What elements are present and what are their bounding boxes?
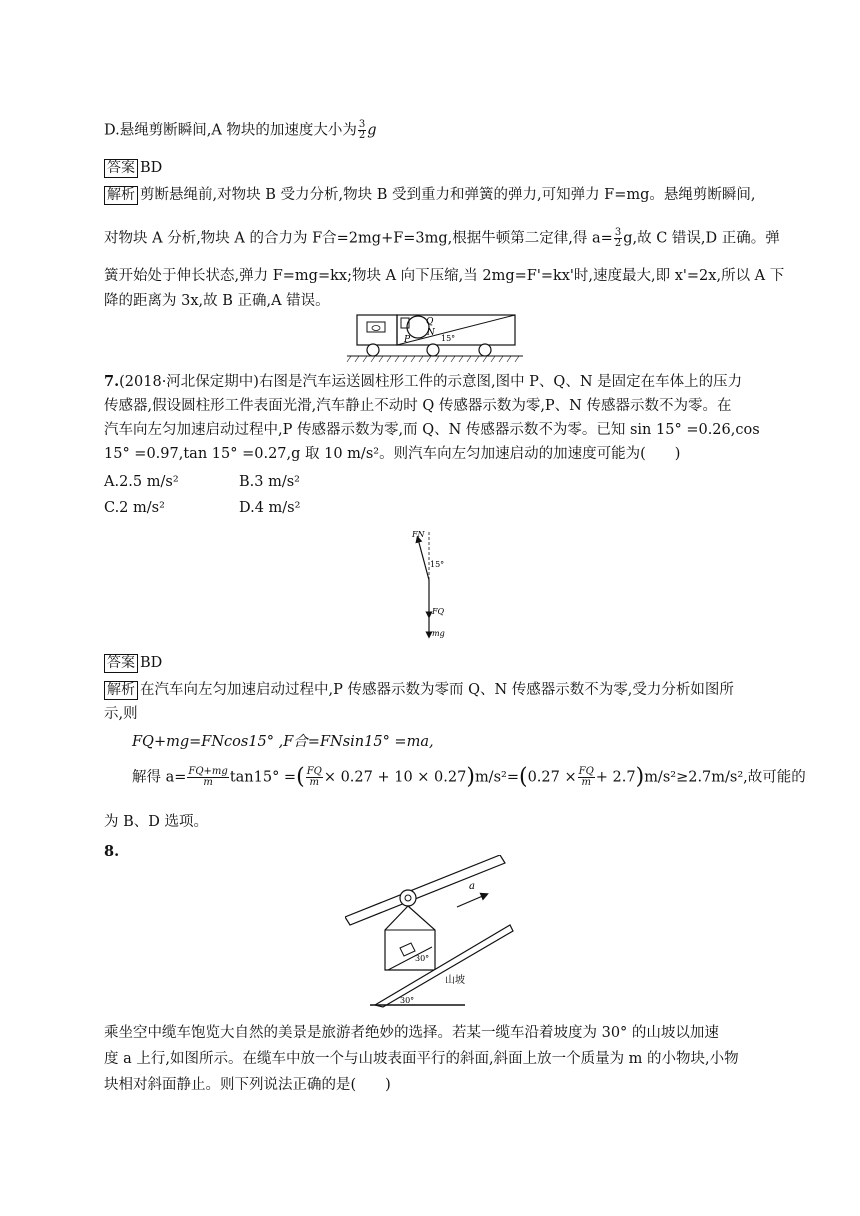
q6-analysis-line2-start: 对物块 A 分析,物块 A 的合力为 F合=2mg+F=3mg,根据牛顿第二定律,得 a=	[104, 230, 613, 247]
q7-option-d: D.4 m/s²	[239, 500, 301, 516]
fraction-denominator: m	[203, 777, 213, 788]
eq2-plus: + 2.7	[595, 769, 636, 786]
label-q: Q	[426, 317, 434, 327]
q8-number: 8.	[104, 843, 120, 860]
q6-answer: BD	[140, 160, 163, 176]
label-mg: mg	[432, 629, 445, 638]
eq2-tan: tan15° =	[229, 769, 297, 786]
q7-line1: (2018·河北保定期中)右图是汽车运送圆柱形工件的示意图,图中 P、Q、N 是固定在车体上的压力	[119, 374, 743, 390]
fraction-numerator: FQ+mg	[188, 766, 228, 777]
q6-analysis-line2	[104, 228, 780, 249]
q7-answer-row	[104, 653, 162, 673]
q6-option-d-text: D.悬绳剪断瞬间,A 物块的加速度大小为	[104, 122, 357, 139]
label-30-ground: 30°	[400, 996, 415, 1005]
q6-analysis-line4: 降的距离为 3x,故 B 正确,A 错误。	[104, 293, 330, 309]
label-fn: FN	[412, 530, 425, 539]
q7-number: 7.	[104, 373, 120, 390]
q6-analysis-fraction	[614, 228, 622, 249]
q6-analysis-line3: 簧开始处于伸长状态,弹力 F=mg=kx;物块 A 向下压缩,当 2mg=F'=kx'时,速度最大,即 x'=2x,所以 A 下	[104, 268, 785, 284]
label-30-car: 30°	[415, 954, 430, 963]
label-angle: 15°	[441, 334, 456, 343]
analysis-tag: 解析	[104, 681, 138, 700]
q8-line1: 乘坐空中缆车饱览大自然的美景是旅游者绝妙的选择。若某一缆车沿着坡度为 30° 的山坡以加速	[104, 1025, 719, 1041]
label-p: P	[404, 335, 411, 345]
q7-option-a: A.2.5 m/s²	[104, 474, 179, 490]
label-acceleration: a	[469, 881, 475, 892]
analysis-tag: 解析	[104, 186, 138, 205]
q7-analysis-line2: 示,则	[104, 706, 138, 722]
q7-equation-2	[132, 764, 806, 790]
eq2-result: m/s²≥2.7m/s²,故可能的	[644, 769, 806, 786]
fraction-numerator: 3	[614, 227, 622, 238]
q6-answer-row	[104, 158, 162, 178]
label-fq: FQ	[432, 607, 445, 616]
q6-option-d-tail: g	[367, 122, 377, 139]
q8-line2: 度 a 上行,如图所示。在缆车中放一个与山坡表面平行的斜面,斜面上放一个质量为 m 的小物块,小物	[104, 1051, 739, 1067]
answer-tag: 答案	[104, 654, 138, 673]
q7-answer: BD	[140, 655, 163, 671]
eq2-fraction-fq-m	[306, 767, 323, 788]
eq2-fraction	[187, 767, 228, 788]
paren-open-2: (	[518, 764, 528, 790]
q6-option-d-fraction	[358, 120, 366, 141]
q7-option-b: B.3 m/s²	[239, 474, 300, 490]
fraction-numerator: 3	[358, 119, 366, 130]
eq2-unit: m/s²=	[474, 769, 519, 786]
fraction-denominator: 2	[614, 238, 622, 249]
q7-line1-row	[104, 372, 742, 392]
q7-line4: 15° =0.97,tan 15° =0.27,g 取 10 m/s²。则汽车向左匀加速启动的加速度可能为( )	[104, 446, 681, 462]
label-n: N	[427, 328, 435, 338]
eq2-coeff: 0.27 ×	[527, 769, 577, 786]
q7-analysis-line1-row	[104, 680, 734, 700]
q7-line3: 汽车向左匀加速启动过程中,P 传感器示数为零,而 Q、N 传感器示数不为零。已知 sin 15° =0.26,cos	[104, 422, 760, 438]
cable-car-diagram	[345, 855, 530, 1010]
q8-line3: 块相对斜面静止。则下列说法正确的是( )	[104, 1077, 391, 1093]
q6-option-d	[104, 120, 377, 141]
answer-tag: 答案	[104, 159, 138, 178]
q7-option-c: C.2 m/s²	[104, 500, 165, 516]
paren-open-1: (	[296, 764, 305, 790]
fraction-numerator: FQ	[306, 766, 322, 777]
label-slope: 山坡	[445, 975, 465, 986]
eq2-fraction-fq-m-2	[578, 767, 595, 788]
fraction-denominator: m	[309, 777, 319, 788]
force-diagram	[400, 525, 470, 645]
q7-analysis-line1: 在汽车向左匀加速启动过程中,P 传感器示数为零而 Q、N 传感器示数不为零,受力分析如图所	[140, 682, 734, 698]
label-15-degree: 15°	[430, 560, 445, 569]
q7-line2: 传感器,假设圆柱形工件表面光滑,汽车静止不动时 Q 传感器示数为零,P、N 传感器示数不为零。在	[104, 398, 732, 414]
q6-analysis-line2-end: g,故 C 错误,D 正确。弹	[623, 230, 780, 247]
eq2-middle: × 0.27 + 10 × 0.27	[323, 769, 467, 786]
truck-diagram	[345, 310, 525, 365]
fraction-denominator: 2	[358, 130, 366, 141]
paren-close-1: )	[466, 764, 475, 790]
q6-analysis-line1-row	[104, 185, 756, 205]
eq2-prefix: 解得 a=	[132, 769, 187, 786]
paren-close-2: )	[635, 764, 645, 790]
fraction-denominator: m	[581, 777, 591, 788]
q7-equation-1: FQ+mg=FNcos15° ,F合=FNsin15° =ma,	[132, 734, 434, 750]
q7-analysis-end: 为 B、D 选项。	[104, 814, 208, 830]
q6-analysis-line1: 剪断悬绳前,对物块 B 受力分析,物块 B 受到重力和弹簧的弹力,可知弹力 F=mg。悬绳剪断瞬间,	[140, 187, 756, 203]
fraction-numerator: FQ	[578, 766, 594, 777]
